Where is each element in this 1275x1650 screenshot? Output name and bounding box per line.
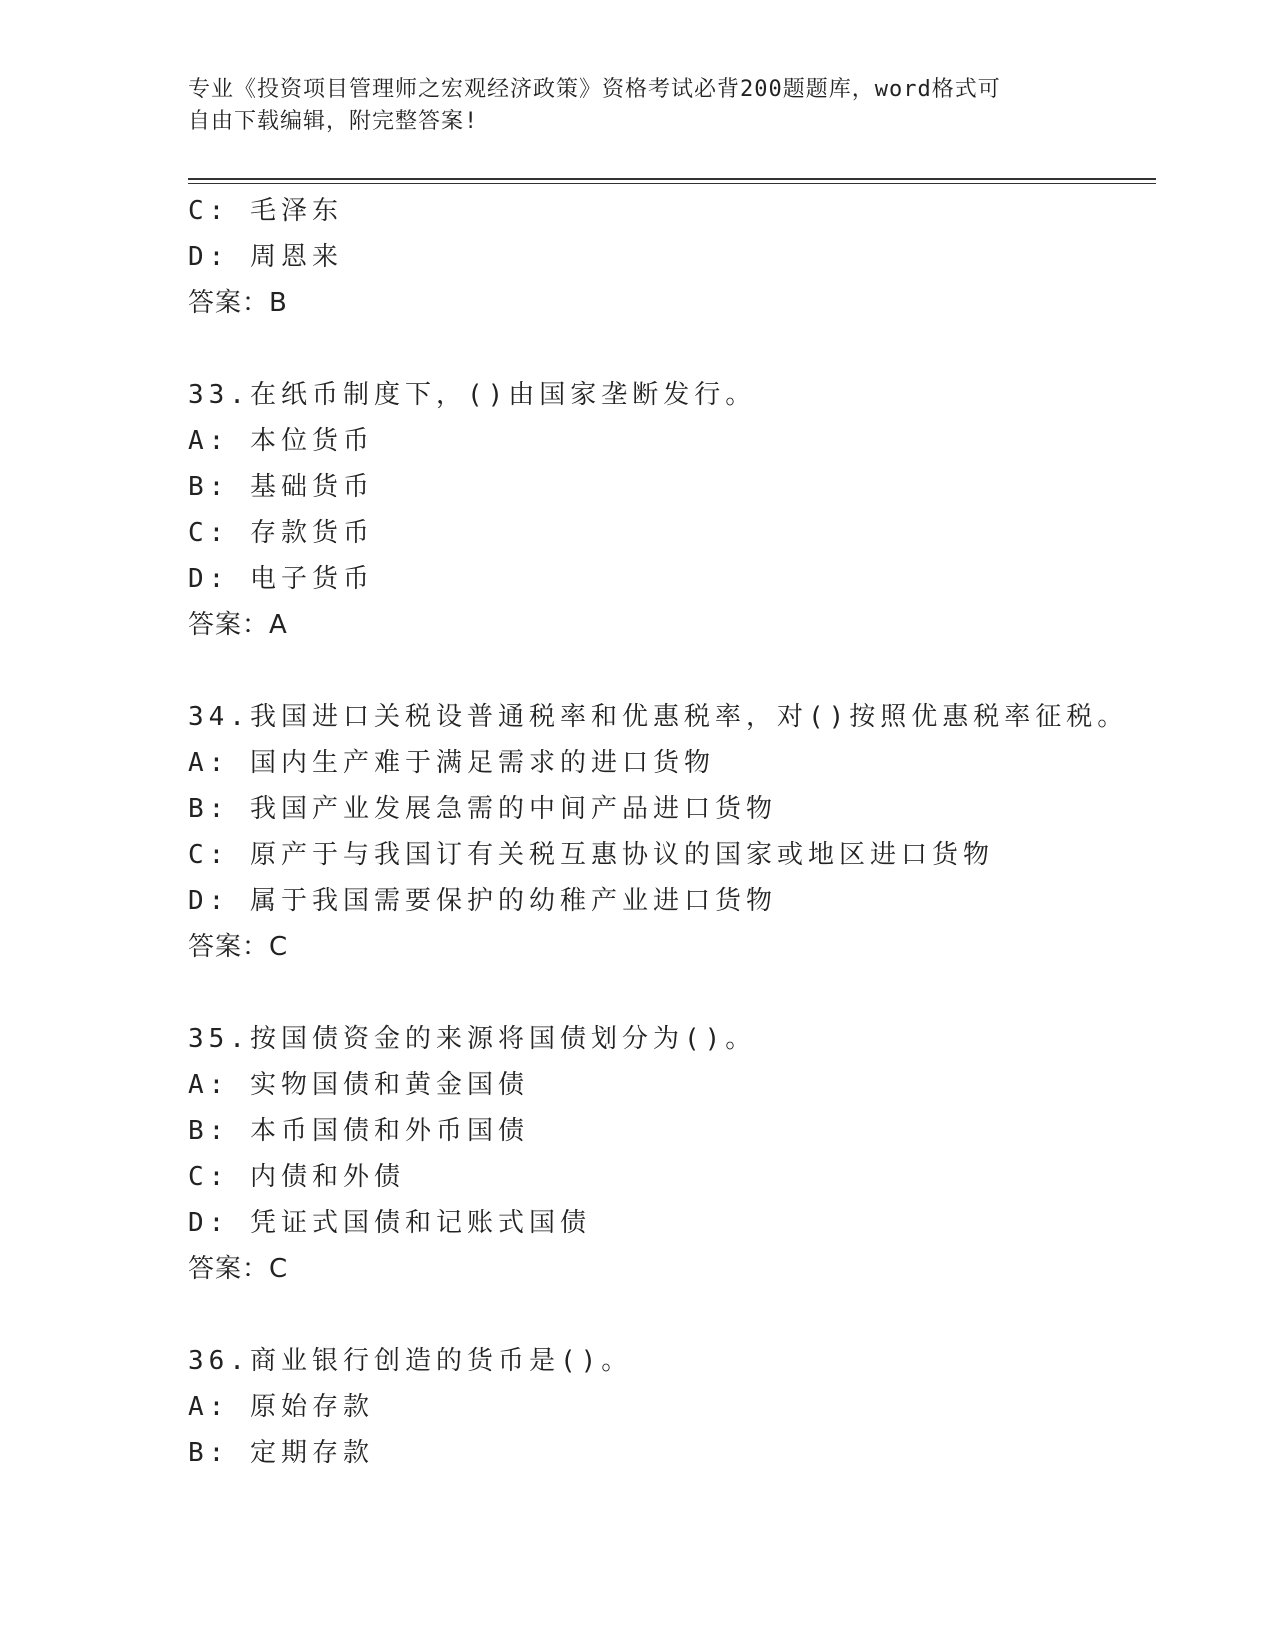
option-b: B: 我国产业发展急需的中间产品进口货物 xyxy=(188,794,777,824)
option-d: D: 电子货币 xyxy=(188,564,374,594)
document-body xyxy=(188,188,1148,1476)
question-34 xyxy=(188,694,1148,970)
option-d: D: 周恩来 xyxy=(188,242,343,272)
header-line-1: 专业《投资项目管理师之宏观经济政策》资格考试必背200题题库，word格式可 xyxy=(188,77,1001,102)
question-36 xyxy=(188,1338,1148,1476)
answer: 答案：B xyxy=(188,288,288,318)
header-rule-thin xyxy=(188,183,1156,184)
option-a: A: 国内生产难于满足需求的进口货物 xyxy=(188,748,715,778)
header-line-2: 自由下载编辑，附完整答案! xyxy=(188,109,479,134)
option-c: C: 毛泽东 xyxy=(188,196,343,226)
option-a: A: 本位货币 xyxy=(188,426,374,456)
question-35 xyxy=(188,1016,1148,1292)
option-a: A: 实物国债和黄金国债 xyxy=(188,1070,529,1100)
question-text: 35.按国债资金的来源将国债划分为()。 xyxy=(188,1024,757,1054)
header-rule-thick xyxy=(188,178,1156,180)
answer: 答案：C xyxy=(188,1254,289,1284)
answer: 答案：C xyxy=(188,932,289,962)
option-c: C: 存款货币 xyxy=(188,518,374,548)
option-b: B: 定期存款 xyxy=(188,1438,374,1468)
option-b: B: 本币国债和外币国债 xyxy=(188,1116,529,1146)
question-text: 34.我国进口关税设普通税率和优惠税率，对()按照优惠税率征税。 xyxy=(188,702,1129,732)
question-text: 36.商业银行创造的货币是()。 xyxy=(188,1346,633,1376)
option-a: A: 原始存款 xyxy=(188,1392,374,1422)
question-text: 33.在纸币制度下，()由国家垄断发行。 xyxy=(188,380,757,410)
question-32-partial xyxy=(188,188,1148,326)
question-33 xyxy=(188,372,1148,648)
option-b: B: 基础货币 xyxy=(188,472,374,502)
page-header xyxy=(188,74,1088,138)
option-d: D: 属于我国需要保护的幼稚产业进口货物 xyxy=(188,886,777,916)
option-c: C: 原产于与我国订有关税互惠协议的国家或地区进口货物 xyxy=(188,840,994,870)
option-c: C: 内债和外债 xyxy=(188,1162,405,1192)
option-d: D: 凭证式国债和记账式国债 xyxy=(188,1208,591,1238)
answer: 答案：A xyxy=(188,610,288,640)
